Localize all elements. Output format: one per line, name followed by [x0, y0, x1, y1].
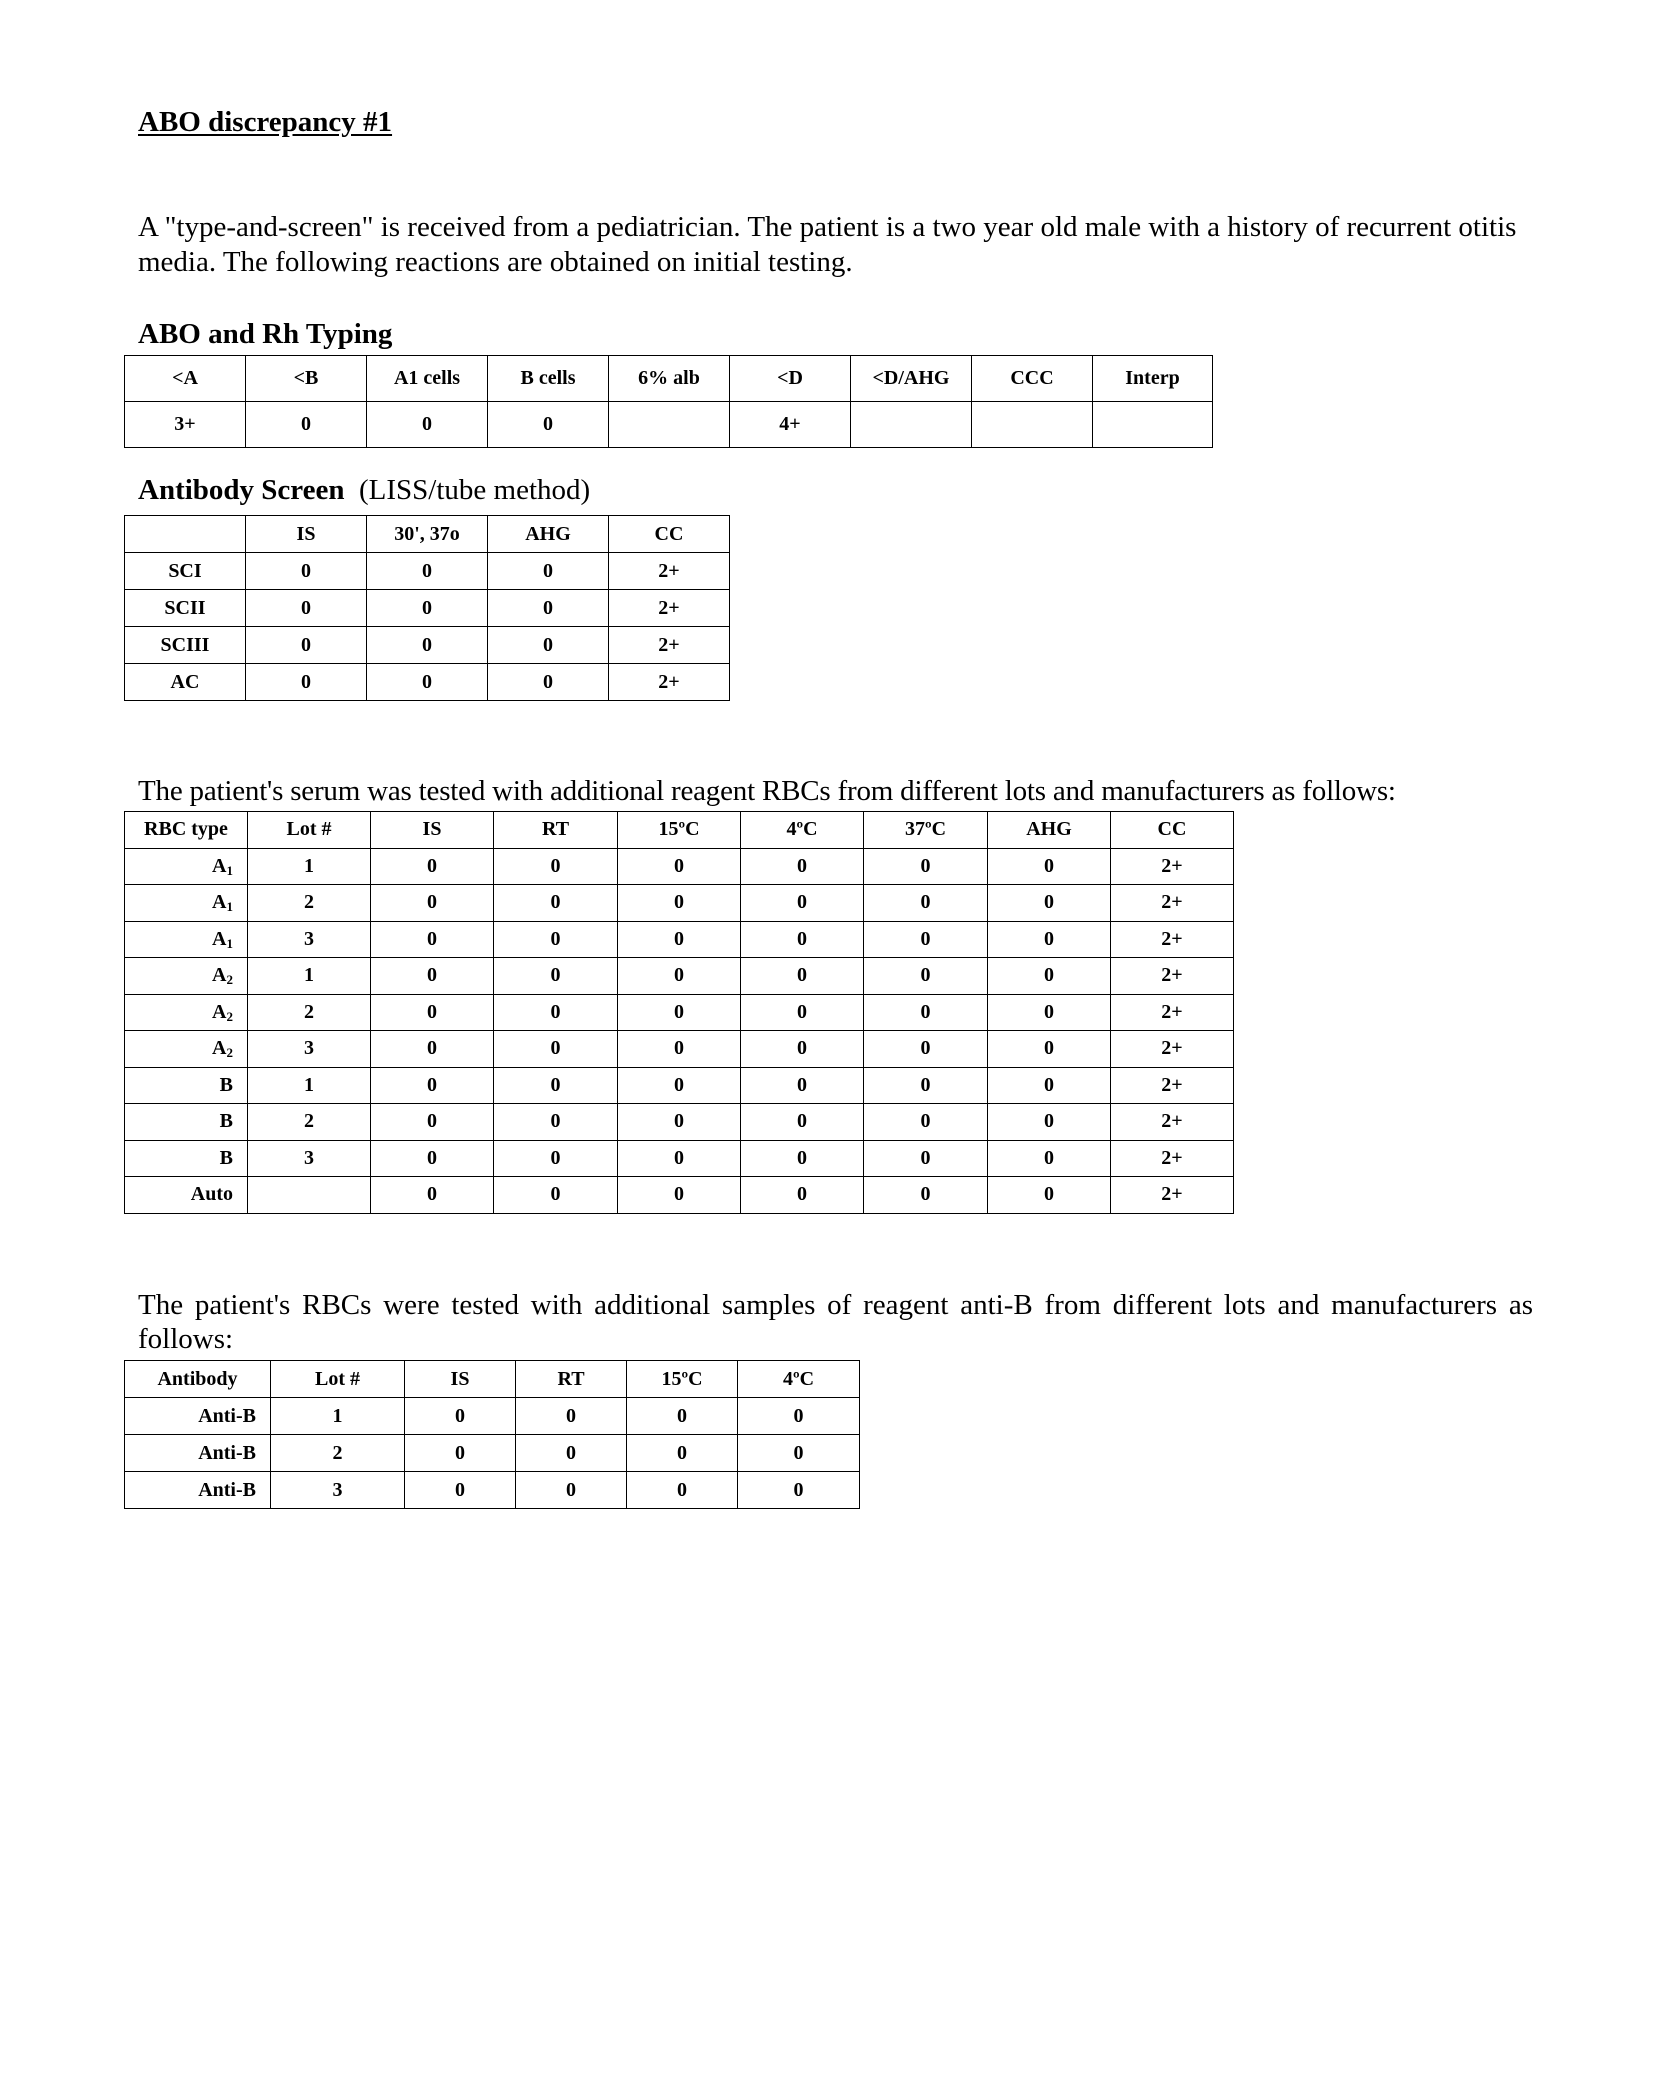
rbc-reaction-cell: 0	[618, 994, 741, 1031]
rbc-reaction-cell: 0	[741, 1104, 864, 1141]
rbc-reaction-cell: 2+	[1111, 921, 1234, 958]
rbc-panel-row	[125, 1140, 1234, 1177]
antibody-screen-header-row	[125, 516, 730, 553]
rbc-reaction-cell: 0	[494, 848, 618, 885]
abo-rh-heading-text: ABO and Rh Typing	[138, 318, 393, 350]
rbc-reaction-cell: 0	[494, 921, 618, 958]
rbc-reaction-cell: 0	[371, 1067, 494, 1104]
rbc-type-subscript: 1	[226, 862, 233, 878]
rbc-panel-header-cell: RT	[494, 812, 618, 849]
rbc-panel-row	[125, 885, 1234, 922]
rbc-panel-row	[125, 958, 1234, 995]
antib-reaction-cell: 0	[516, 1435, 627, 1472]
antibody-screen-cell: 2+	[609, 553, 730, 590]
antib-panel-header-cell: Antibody	[125, 1361, 271, 1398]
rbc-type-cell	[125, 921, 248, 958]
antibody-screen-cell: 0	[367, 553, 488, 590]
antibody-screen-cell: 0	[367, 664, 488, 701]
rbc-type-label: A	[212, 927, 227, 950]
rbc-reaction-cell: 0	[371, 1104, 494, 1141]
abo-rh-value-cell: 0	[246, 402, 367, 448]
antib-name-cell: Anti-B	[125, 1472, 271, 1509]
rbc-lot-cell: 3	[248, 921, 371, 958]
antibody-screen-row	[125, 664, 730, 701]
rbc-reaction-cell: 0	[494, 1067, 618, 1104]
rbc-reaction-cell: 0	[988, 921, 1111, 958]
rbc-type-subscript: 2	[226, 1045, 233, 1061]
rbc-reaction-cell: 0	[988, 1067, 1111, 1104]
antib-reaction-cell: 2	[271, 1435, 405, 1472]
rbc-type-label: B	[219, 1146, 233, 1169]
rbc-panel-row	[125, 848, 1234, 885]
antib-reaction-cell: 0	[405, 1472, 516, 1509]
antib-panel-header-cell: 15ºC	[627, 1361, 738, 1398]
abo-rh-header-cell: 6% alb	[609, 356, 730, 402]
antib-panel-header-cell: Lot #	[271, 1361, 405, 1398]
antibody-screen-cell: 0	[488, 553, 609, 590]
rbc-type-cell	[125, 1140, 248, 1177]
antib-panel-header-row	[125, 1361, 860, 1398]
rbc-type-label: B	[219, 1073, 233, 1096]
rbc-reaction-cell: 2+	[1111, 994, 1234, 1031]
abo-rh-header-cell: <D	[730, 356, 851, 402]
rbc-type-label: B	[219, 1110, 233, 1133]
abo-rh-header-row	[125, 356, 1213, 402]
rbc-reaction-cell: 2+	[1111, 885, 1234, 922]
rbc-reaction-cell: 0	[618, 1067, 741, 1104]
rbc-reaction-cell: 2+	[1111, 1104, 1234, 1141]
rbc-reaction-cell: 0	[741, 1140, 864, 1177]
rbc-reaction-cell: 2+	[1111, 1067, 1234, 1104]
rbc-reaction-cell: 2+	[1111, 1031, 1234, 1068]
antib-panel-paragraph: The patient's RBCs were tested with additional samples of reagent anti-B from different lots and manufacturers as follows:	[138, 1289, 1533, 1355]
rbc-panel-header-row	[125, 812, 1234, 849]
antib-name-cell: Anti-B	[125, 1398, 271, 1435]
rbc-reaction-cell: 0	[864, 958, 988, 995]
rbc-type-label: A	[212, 891, 227, 914]
rbc-reaction-cell: 0	[494, 885, 618, 922]
rbc-type-cell	[125, 958, 248, 995]
antibody-screen-row	[125, 553, 730, 590]
antibody-screen-cell: 2+	[609, 627, 730, 664]
rbc-lot-cell: 1	[248, 848, 371, 885]
abo-rh-table-body	[125, 356, 1213, 448]
abo-rh-heading	[138, 318, 392, 351]
rbc-lot-cell: 1	[248, 1067, 371, 1104]
rbc-reaction-cell: 0	[371, 994, 494, 1031]
antib-panel-header-cell: RT	[516, 1361, 627, 1398]
rbc-reaction-cell: 0	[864, 848, 988, 885]
abo-rh-value-cell	[972, 402, 1093, 448]
antibody-screen-table	[124, 515, 730, 701]
rbc-lot-cell: 2	[248, 994, 371, 1031]
rbc-panel-header-cell: CC	[1111, 812, 1234, 849]
abo-rh-header-cell: Interp	[1093, 356, 1213, 402]
antibody-screen-cell: 0	[488, 590, 609, 627]
antibody-screen-heading-bold: Antibody Screen	[138, 474, 345, 506]
abo-rh-header-cell: A1 cells	[367, 356, 488, 402]
abo-rh-value-cell: 0	[488, 402, 609, 448]
intro-paragraph: A "type-and-screen" is received from a pediatrician. The patient is a two year old male with a history of recurrent otitis media. The following reactions are obtained on initial testing.	[138, 211, 1517, 278]
abo-rh-value-cell: 4+	[730, 402, 851, 448]
rbc-panel-table-body	[125, 812, 1234, 1214]
antibody-screen-cell: 0	[367, 627, 488, 664]
rbc-reaction-cell: 2+	[1111, 958, 1234, 995]
rbc-type-label: A	[212, 964, 227, 987]
rbc-panel-header-cell: 37ºC	[864, 812, 988, 849]
rbc-panel-header-cell: RBC type	[125, 812, 248, 849]
rbc-reaction-cell: 0	[988, 958, 1111, 995]
abo-rh-table	[124, 355, 1213, 448]
rbc-reaction-cell: 0	[618, 848, 741, 885]
antibody-screen-row	[125, 627, 730, 664]
rbc-reaction-cell: 0	[494, 958, 618, 995]
antib-reaction-cell: 0	[738, 1435, 860, 1472]
rbc-reaction-cell: 2+	[1111, 848, 1234, 885]
abo-rh-header-cell: <A	[125, 356, 246, 402]
antib-panel-table-body	[125, 1361, 860, 1509]
antib-reaction-cell: 0	[516, 1472, 627, 1509]
rbc-reaction-cell: 0	[741, 1177, 864, 1214]
rbc-reaction-cell: 0	[618, 1140, 741, 1177]
antibody-screen-cell: 2+	[609, 664, 730, 701]
rbc-panel-table	[124, 811, 1234, 1214]
rbc-reaction-cell: 0	[988, 1104, 1111, 1141]
abo-rh-header-cell: B cells	[488, 356, 609, 402]
antib-reaction-cell: 0	[627, 1435, 738, 1472]
antib-reaction-cell: 0	[405, 1435, 516, 1472]
rbc-reaction-cell: 0	[988, 994, 1111, 1031]
rbc-reaction-cell: 0	[494, 1177, 618, 1214]
antib-reaction-cell: 0	[738, 1472, 860, 1509]
rbc-reaction-cell: 0	[741, 1067, 864, 1104]
antibody-screen-heading-method: (LISS/tube method)	[359, 474, 591, 506]
rbc-panel-header-cell: IS	[371, 812, 494, 849]
antibody-screen-heading	[138, 474, 590, 507]
antibody-screen-row	[125, 590, 730, 627]
abo-rh-value-cell	[851, 402, 972, 448]
abo-rh-value-cell	[1093, 402, 1213, 448]
rbc-reaction-cell: 0	[494, 1104, 618, 1141]
rbc-reaction-cell: 0	[618, 1177, 741, 1214]
rbc-reaction-cell: 0	[371, 1031, 494, 1068]
antibody-screen-cell-name: SCII	[125, 590, 246, 627]
rbc-panel-header-cell: Lot #	[248, 812, 371, 849]
rbc-lot-cell: 3	[248, 1031, 371, 1068]
rbc-reaction-cell: 0	[864, 1104, 988, 1141]
rbc-reaction-cell: 0	[371, 848, 494, 885]
rbc-type-cell	[125, 848, 248, 885]
antib-panel-table	[124, 1360, 860, 1509]
rbc-reaction-cell: 0	[741, 958, 864, 995]
antib-reaction-cell: 1	[271, 1398, 405, 1435]
rbc-reaction-cell: 0	[371, 1140, 494, 1177]
abo-rh-value-row	[125, 402, 1213, 448]
rbc-reaction-cell: 0	[494, 1140, 618, 1177]
rbc-type-label: Auto	[190, 1183, 233, 1206]
rbc-panel-header-cell: 4ºC	[741, 812, 864, 849]
antib-reaction-cell: 3	[271, 1472, 405, 1509]
abo-rh-header-cell: <B	[246, 356, 367, 402]
rbc-panel-paragraph: The patient's serum was tested with additional reagent RBCs from different lots and manufacturers as follows:	[138, 775, 1396, 807]
rbc-panel-row	[125, 994, 1234, 1031]
abo-rh-value-cell: 0	[367, 402, 488, 448]
rbc-reaction-cell: 0	[618, 958, 741, 995]
antibody-screen-cell: 0	[367, 590, 488, 627]
rbc-reaction-cell: 0	[494, 1031, 618, 1068]
antibody-screen-header-cell: IS	[246, 516, 367, 553]
antib-reaction-cell: 0	[516, 1398, 627, 1435]
rbc-reaction-cell: 0	[864, 1177, 988, 1214]
antibody-screen-table-body	[125, 516, 730, 701]
abo-rh-header-cell: CCC	[972, 356, 1093, 402]
rbc-lot-cell: 2	[248, 885, 371, 922]
antib-reaction-cell: 0	[627, 1472, 738, 1509]
antibody-screen-cell: 2+	[609, 590, 730, 627]
rbc-reaction-cell: 0	[371, 1177, 494, 1214]
antibody-screen-cell: 0	[246, 627, 367, 664]
antibody-screen-cell: 0	[488, 627, 609, 664]
rbc-reaction-cell: 0	[741, 885, 864, 922]
antibody-screen-cell: 0	[246, 553, 367, 590]
rbc-lot-cell: 3	[248, 1140, 371, 1177]
antib-reaction-cell: 0	[738, 1398, 860, 1435]
rbc-type-subscript: 2	[226, 972, 233, 988]
rbc-panel-row	[125, 1067, 1234, 1104]
rbc-reaction-cell: 0	[618, 921, 741, 958]
rbc-reaction-cell: 0	[988, 1140, 1111, 1177]
rbc-panel-row	[125, 1031, 1234, 1068]
rbc-reaction-cell: 0	[988, 1031, 1111, 1068]
rbc-reaction-cell: 0	[618, 885, 741, 922]
rbc-reaction-cell: 0	[741, 994, 864, 1031]
rbc-type-cell	[125, 1067, 248, 1104]
antib-reaction-cell: 0	[627, 1398, 738, 1435]
antib-reaction-cell: 0	[405, 1398, 516, 1435]
antibody-screen-cell-name: SCIII	[125, 627, 246, 664]
rbc-reaction-cell: 0	[371, 921, 494, 958]
rbc-type-cell	[125, 885, 248, 922]
rbc-reaction-cell: 0	[988, 848, 1111, 885]
rbc-type-subscript: 2	[226, 1008, 233, 1024]
antib-panel-row	[125, 1472, 860, 1509]
rbc-panel-header-cell: 15ºC	[618, 812, 741, 849]
abo-rh-value-cell	[609, 402, 730, 448]
rbc-type-cell	[125, 1177, 248, 1214]
antibody-screen-cell-name: AC	[125, 664, 246, 701]
rbc-type-cell	[125, 1104, 248, 1141]
antibody-screen-header-cell	[125, 516, 246, 553]
rbc-reaction-cell: 0	[741, 848, 864, 885]
rbc-reaction-cell: 2+	[1111, 1177, 1234, 1214]
antib-panel-header-cell: IS	[405, 1361, 516, 1398]
rbc-panel-header-cell: AHG	[988, 812, 1111, 849]
antib-panel-header-cell: 4ºC	[738, 1361, 860, 1398]
antibody-screen-header-cell: CC	[609, 516, 730, 553]
rbc-lot-cell: 2	[248, 1104, 371, 1141]
antibody-screen-cell: 0	[246, 590, 367, 627]
abo-rh-value-cell: 3+	[125, 402, 246, 448]
rbc-reaction-cell: 0	[988, 885, 1111, 922]
rbc-type-cell	[125, 994, 248, 1031]
rbc-panel-row	[125, 1104, 1234, 1141]
antib-panel-row	[125, 1398, 860, 1435]
rbc-reaction-cell: 0	[864, 994, 988, 1031]
rbc-reaction-cell: 0	[741, 921, 864, 958]
antibody-screen-header-cell: 30', 37o	[367, 516, 488, 553]
rbc-reaction-cell: 0	[864, 921, 988, 958]
rbc-reaction-cell: 0	[618, 1031, 741, 1068]
antibody-screen-cell: 0	[246, 664, 367, 701]
rbc-reaction-cell: 0	[864, 885, 988, 922]
antibody-screen-cell-name: SCI	[125, 553, 246, 590]
rbc-reaction-cell: 0	[371, 885, 494, 922]
rbc-lot-cell	[248, 1177, 371, 1214]
rbc-type-subscript: 1	[226, 899, 233, 915]
antibody-screen-header-cell: AHG	[488, 516, 609, 553]
antib-panel-row	[125, 1435, 860, 1472]
rbc-reaction-cell: 0	[864, 1031, 988, 1068]
rbc-reaction-cell: 0	[494, 994, 618, 1031]
rbc-type-label: A	[212, 1037, 227, 1060]
antib-name-cell: Anti-B	[125, 1435, 271, 1472]
rbc-reaction-cell: 2+	[1111, 1140, 1234, 1177]
rbc-panel-row	[125, 1177, 1234, 1214]
rbc-type-subscript: 1	[226, 935, 233, 951]
rbc-reaction-cell: 0	[741, 1031, 864, 1068]
rbc-reaction-cell: 0	[988, 1177, 1111, 1214]
rbc-type-label: A	[212, 854, 227, 877]
rbc-type-cell	[125, 1031, 248, 1068]
rbc-reaction-cell: 0	[864, 1067, 988, 1104]
antibody-screen-cell: 0	[488, 664, 609, 701]
rbc-reaction-cell: 0	[618, 1104, 741, 1141]
rbc-panel-row	[125, 921, 1234, 958]
abo-rh-header-cell: <D/AHG	[851, 356, 972, 402]
rbc-lot-cell: 1	[248, 958, 371, 995]
rbc-reaction-cell: 0	[371, 958, 494, 995]
rbc-reaction-cell: 0	[864, 1140, 988, 1177]
rbc-type-label: A	[212, 1000, 227, 1023]
document-title: ABO discrepancy #1	[138, 106, 393, 138]
